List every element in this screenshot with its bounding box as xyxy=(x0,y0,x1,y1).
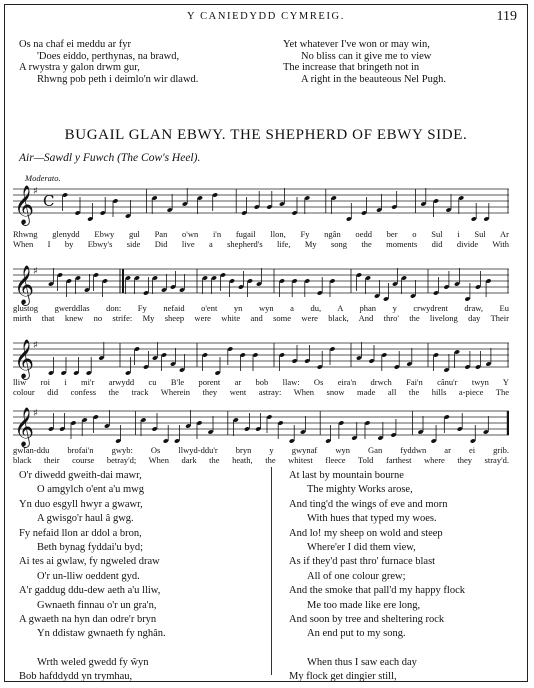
verse-line: A rwystra y galon drwm gur, xyxy=(19,62,140,73)
verse-line: Ai tes ai gwlaw, fy ngweled draw xyxy=(19,556,160,568)
verse-line: Os na chaf ei meddu ar fyr xyxy=(19,39,131,50)
verse-line: As if they'd past thro' furnace blast xyxy=(289,556,436,568)
lyrics-system-4 xyxy=(13,445,509,465)
verse-line: Wrth weled gwedd fy ŵyn xyxy=(37,656,149,668)
top-verse-english xyxy=(283,39,446,85)
music-staff-system-1 xyxy=(13,177,509,233)
key-signature-sharp-icon: ♯ xyxy=(33,266,38,277)
verse-line: Me too made like ere long, xyxy=(307,599,421,611)
verse-line: Beth bynag fyddai'u byd; xyxy=(37,542,143,554)
top-verse-welsh xyxy=(19,39,198,85)
verse-line: All of one colour grew; xyxy=(307,570,406,582)
lyric-line-english: When I by Ebwy's side Did live a shepherd's life, My song the moments did divide With xyxy=(13,239,509,249)
air-note: Air—Sawdl y Fuwch (The Cow's Heel). xyxy=(19,152,201,164)
key-signature-sharp-icon: ♯ xyxy=(33,408,38,419)
verse-line: 'Does eiddo, perthynas, na brawd, xyxy=(37,50,180,62)
verse-line: A right in the beauteous Nel Pugh. xyxy=(301,73,446,85)
verse-line: No bliss can it give me to view xyxy=(301,50,432,62)
verse-line: The mighty Works arose, xyxy=(307,484,413,496)
lyrics-system-3 xyxy=(13,377,509,397)
verse-line: And lo! my sheep on wold and steep xyxy=(289,527,443,539)
verse-line: Fy nefaid llon ar ddol a bron, xyxy=(19,527,142,539)
lyric-line-english: colour did confess the track Wherein they went astray: When snow made all the hills a-piece The xyxy=(13,387,509,397)
book-page xyxy=(4,4,528,682)
treble-clef-icon: 𝄞 xyxy=(14,339,35,379)
verse-line: A gwaeth na hyn dan odre'r bryn xyxy=(19,614,157,626)
verse-line: Gwnaeth finnau o'r un gra'n, xyxy=(37,599,157,611)
time-signature-icon: C xyxy=(43,192,55,210)
verse-line: O'r un-lliw oeddent gyd. xyxy=(37,570,140,582)
treble-clef-icon: 𝄞 xyxy=(14,185,35,225)
verse-line: And the smoke that pall'd my happy flock xyxy=(289,585,465,597)
music-staff xyxy=(13,177,509,233)
verse-line: Yet whatever I've won or may win, xyxy=(283,39,430,50)
verse-line: My flock get dingier still, xyxy=(289,671,397,682)
lyric-line-welsh: lliw roi i mi'r arwydd cu B'le porent ar bob llaw: Os eira'n drwch Fai'n cânu'r twyn Y xyxy=(13,377,509,387)
key-signature-sharp-icon: ♯ xyxy=(33,186,38,197)
page-header xyxy=(5,11,527,27)
treble-clef-icon: 𝄞 xyxy=(14,265,35,305)
verse-line: Where'er I did them view, xyxy=(307,542,416,554)
verse-line: A'r gaddug ddu-dew aeth a'u lliw, xyxy=(19,585,161,597)
verse-line: And ting'd the wings of eve and morn xyxy=(289,498,448,510)
stanza-gap xyxy=(289,642,465,656)
verses-welsh-column xyxy=(19,469,166,682)
verse-line: Bob hafddydd yn trymhau, xyxy=(19,671,133,682)
lyric-line-welsh: Rhwng glenydd Ebwy gul Pan o'wn i'n fugail llon, Fy ngân oedd ber o Sul i Sul Ar xyxy=(13,229,509,239)
tempo-marking: Moderato. xyxy=(25,173,61,183)
page-number: 119 xyxy=(496,9,517,24)
verse-line: O amgylch o'ent a'u mwg xyxy=(37,484,145,496)
lyrics-system-1 xyxy=(13,229,509,249)
verse-line: At last by mountain bourne xyxy=(289,470,404,481)
running-title: Y CANIEDYDD CYMREIG. xyxy=(187,11,345,22)
verse-line: And soon by tree and sheltering rock xyxy=(289,614,445,626)
verse-line: Rhwng pob peth i deimlo'n wir dlawd. xyxy=(37,73,199,85)
treble-clef-icon: 𝄞 xyxy=(14,407,35,447)
verse-line: When thus I saw each day xyxy=(307,656,417,668)
verse-line: An end put to my song. xyxy=(307,628,406,640)
key-signature-sharp-icon: ♯ xyxy=(33,340,38,351)
verse-line: With hues that typed my woes. xyxy=(307,513,437,525)
verse-line: Yn duo esgyll hwyr a gwawr, xyxy=(19,498,143,510)
verse-line: Yn ddistaw gwnaeth fy nghân. xyxy=(37,628,166,640)
lyric-line-welsh: gwlan-ddu brofai'n gwyb: Os llwyd-ddu'r bryn y gwynaf wyn Gan fyddwn ar ei grib. xyxy=(13,445,509,455)
verse-line: O'r diwedd gweith-dai mawr, xyxy=(19,470,142,481)
lyrics-system-2 xyxy=(13,303,509,323)
column-divider xyxy=(271,467,272,675)
verses-english-column xyxy=(289,469,465,682)
lyric-line-english: black their course betray'd; When dark the heath, the whitest fleece Told farthest where they stray'd. xyxy=(13,455,509,465)
verse-line: The increase that bringeth not in xyxy=(283,62,420,73)
song-title: BUGAIL GLAN EBWY. THE SHEPHERD OF EBWY SIDE. xyxy=(64,127,468,143)
verse-line: A gwisgo'r haul â gwg. xyxy=(37,513,134,525)
lyric-line-welsh: glustog gwerddlas don: Fy nefaid o'ent yn wyn a du, A phan y crwydrent draw, Eu xyxy=(13,303,509,313)
lyric-line-english: mirth that knew no strife: My sheep were white and some were black, And thro' the livelong day Their xyxy=(13,313,509,323)
stanza-gap xyxy=(19,642,166,656)
